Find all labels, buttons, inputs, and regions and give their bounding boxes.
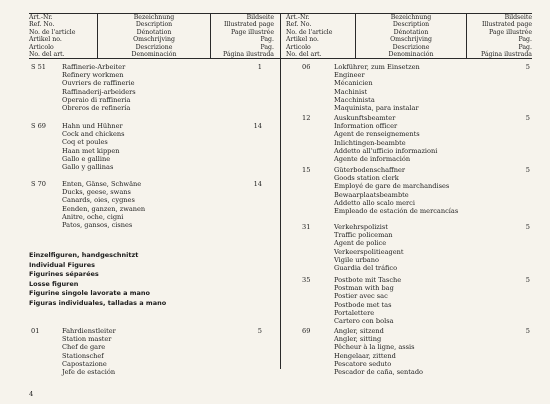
illustrated-page: 5 xyxy=(525,166,530,174)
heading-line: Einzelfiguren, handgeschnitzt xyxy=(29,251,139,259)
description-line: Operaio di raffineria xyxy=(62,95,131,104)
article-description xyxy=(334,114,437,163)
header-label: Pag. xyxy=(260,43,274,51)
header-col-page xyxy=(462,14,532,58)
header-label: Artikel no. xyxy=(286,36,319,44)
description-line: Raffinerie-Arbeiter xyxy=(62,63,126,71)
description-line: Machinist xyxy=(334,87,368,96)
article-number: 69 xyxy=(302,327,311,335)
header-label: Art.-Nr. xyxy=(286,14,310,21)
heading-line: Losse figuren xyxy=(29,279,79,288)
description-line: Agent de renseignements xyxy=(334,130,420,139)
article-description xyxy=(62,327,116,376)
header-label: Ref. No. xyxy=(29,21,55,29)
description-line: Agente de información xyxy=(334,155,411,164)
heading-line: Individual Figures xyxy=(29,260,95,269)
header-label: Página ilustrada xyxy=(480,51,532,59)
header-label: Bezeichnung xyxy=(390,14,432,21)
description-line: Pescatore seduto xyxy=(334,359,392,368)
header-col-artnr xyxy=(286,14,356,58)
header-label: Descrizione xyxy=(392,43,430,51)
description-line: Empleado de estación de mercancías xyxy=(334,207,459,216)
header-label: Dénotation xyxy=(136,28,172,36)
header-col-description xyxy=(356,14,466,58)
article-number: S 51 xyxy=(31,63,47,71)
article-description xyxy=(62,63,136,112)
illustrated-page: 14 xyxy=(253,122,262,130)
header-label: Bildseite xyxy=(504,14,532,21)
header-label: Articolo xyxy=(286,43,311,51)
header-label: Description xyxy=(392,21,430,29)
article-number: 35 xyxy=(302,276,311,284)
description-line: Gallo y gallinas xyxy=(62,163,114,172)
article-number: 06 xyxy=(302,63,311,71)
header-col-description xyxy=(99,14,209,58)
description-line: Fahrdienstleiter xyxy=(62,327,116,335)
description-line: Güterbodenschaffner xyxy=(334,166,406,174)
description-line: Vigile urbano xyxy=(334,255,379,264)
page-number: 4 xyxy=(29,390,34,398)
description-line: Refinery workmen xyxy=(62,71,124,80)
illustrated-page: 5 xyxy=(525,276,530,284)
column-divider xyxy=(280,13,281,369)
article-number: 12 xyxy=(302,114,311,122)
header-label: Articolo xyxy=(29,43,54,51)
heading-line: Figurine singole lavorate a mano xyxy=(29,289,151,298)
column-divider-left-header xyxy=(97,13,98,58)
article-number: S 70 xyxy=(31,180,47,188)
description-line: Angler, sitting xyxy=(334,335,382,344)
header-col-page xyxy=(204,14,274,58)
description-line: Addetto allo scalo merci xyxy=(334,198,415,207)
header-label: Page illustrée xyxy=(230,28,274,36)
description-line: Verkehrspolizist xyxy=(334,223,388,231)
article-description xyxy=(334,63,420,112)
section-heading xyxy=(29,251,166,309)
header-label: Ref. No. xyxy=(286,21,312,29)
description-line: Cock and chickens xyxy=(62,130,125,139)
description-line: Postbode met tas xyxy=(334,300,392,309)
illustrated-page: 5 xyxy=(257,327,262,335)
description-line: Hahn und Hühner xyxy=(62,122,123,130)
heading-line: Figuras individuales, talladas a mano xyxy=(29,298,167,307)
heading-line: Figurines séparées xyxy=(29,270,99,279)
header-col-artnr xyxy=(29,14,99,58)
illustrated-page: 14 xyxy=(253,180,262,188)
description-line: Cartero con bolsa xyxy=(334,317,394,326)
description-line: Pêcheur à la ligne, assis xyxy=(334,343,415,352)
header-label: Pag. xyxy=(518,36,532,44)
header-label: Omschrijving xyxy=(133,36,175,44)
article-number: 01 xyxy=(31,327,40,335)
description-line: Postman with bag xyxy=(334,284,394,293)
description-line: Agent de police xyxy=(334,239,387,248)
description-line: Haan met kippen xyxy=(62,146,120,155)
description-line: Anitre, oche, cigni xyxy=(62,212,124,221)
description-line: Engineer xyxy=(334,71,365,80)
description-line: Stationschef xyxy=(62,351,104,360)
header-label: Bezeichnung xyxy=(133,14,175,21)
description-line: Guardia del tráfico xyxy=(334,264,398,273)
header-label: Página ilustrada xyxy=(222,51,274,59)
illustrated-page: 5 xyxy=(525,327,530,335)
description-line: Postier avec sac xyxy=(334,292,388,301)
description-line: Obreros de refinería xyxy=(62,104,131,113)
header-label: Illustrated page xyxy=(223,21,274,29)
header-label: No. del art. xyxy=(286,51,322,59)
article-description xyxy=(334,166,458,215)
article-description xyxy=(334,276,401,325)
description-line: Goods station clerk xyxy=(334,174,399,183)
illustrated-page: 1 xyxy=(257,63,262,71)
header-label: Illustrated page xyxy=(481,21,532,29)
article-number: 31 xyxy=(302,223,311,231)
description-line: Ducks, geese, swans xyxy=(62,188,131,197)
description-line: Maquinista, para instalar xyxy=(334,104,419,113)
header-label: Page illustrée xyxy=(488,28,532,36)
description-line: Gallo e galline xyxy=(62,154,111,163)
header-left xyxy=(29,14,274,60)
header-label: Denominación xyxy=(131,51,177,59)
header-label: Denominación xyxy=(388,51,434,59)
article-description xyxy=(334,223,404,272)
description-line: Station master xyxy=(62,335,112,344)
description-line: Eenden, ganzen, zwanen xyxy=(62,204,146,213)
illustrated-page: 5 xyxy=(525,63,530,71)
description-line: Raffinaderij-arbeiders xyxy=(62,87,136,96)
description-line: Employé de gare de marchandises xyxy=(334,182,450,191)
header-label: Pag. xyxy=(260,36,274,44)
description-line: Canards, oies, cygnes xyxy=(62,196,135,205)
header-label: Omschrijving xyxy=(390,36,432,44)
header-label: Dénotation xyxy=(393,28,429,36)
description-line: Enten, Gänse, Schwäne xyxy=(62,180,142,188)
header-label: Pag. xyxy=(518,43,532,51)
header-label: No. de l'article xyxy=(286,28,333,36)
description-line: Addetto all'ufficio informazioni xyxy=(334,146,438,155)
description-line: Pescador de caña, sentado xyxy=(334,368,424,377)
description-line: Jefe de estación xyxy=(62,368,116,377)
description-line: Auskunftsbeamter xyxy=(334,114,396,122)
column-divider-left-header-2 xyxy=(210,13,211,58)
description-line: Lokführer, zum Einsetzen xyxy=(334,63,420,71)
description-line: Bewaarplaatsbeambte xyxy=(334,190,409,199)
header-label: Artikel no. xyxy=(29,36,62,44)
illustrated-page: 5 xyxy=(525,114,530,122)
article-description xyxy=(334,327,423,376)
description-line: Mécanicien xyxy=(334,79,373,88)
description-line: Portalettere xyxy=(334,308,375,317)
description-line: Patos, gansos, cisnes xyxy=(62,221,133,230)
illustrated-page: 5 xyxy=(525,223,530,231)
description-line: Macchinista xyxy=(334,95,375,104)
header-label: Bildseite xyxy=(246,14,274,21)
header-label: No. de l'article xyxy=(29,28,76,36)
description-line: Hengelaar, zittend xyxy=(334,351,396,360)
description-line: Chef de gare xyxy=(62,343,106,352)
column-divider-right-header-2 xyxy=(466,13,467,58)
article-description xyxy=(62,180,145,229)
header-label: Descrizione xyxy=(135,43,173,51)
description-line: Verkeerspolitieagent xyxy=(334,247,404,256)
header-label: Art.-Nr. xyxy=(29,14,53,21)
description-line: Information officer xyxy=(334,122,398,131)
column-divider-right-header xyxy=(355,13,356,58)
description-line: Ouvriers de raffinerie xyxy=(62,79,135,88)
header-label: No. del art. xyxy=(29,51,65,59)
description-line: Coq et poules xyxy=(62,138,108,147)
header-label: Description xyxy=(135,21,173,29)
article-description xyxy=(62,122,125,171)
description-line: Postbote mit Tasche xyxy=(334,276,402,284)
description-line: Inlichtingen-beambte xyxy=(334,138,406,147)
article-number: 15 xyxy=(302,166,311,174)
description-line: Angler, sitzend xyxy=(334,327,384,335)
description-line: Traffic policeman xyxy=(334,231,393,240)
header-right xyxy=(286,14,532,60)
article-number: S 69 xyxy=(31,122,47,130)
description-line: Capostazione xyxy=(62,359,107,368)
